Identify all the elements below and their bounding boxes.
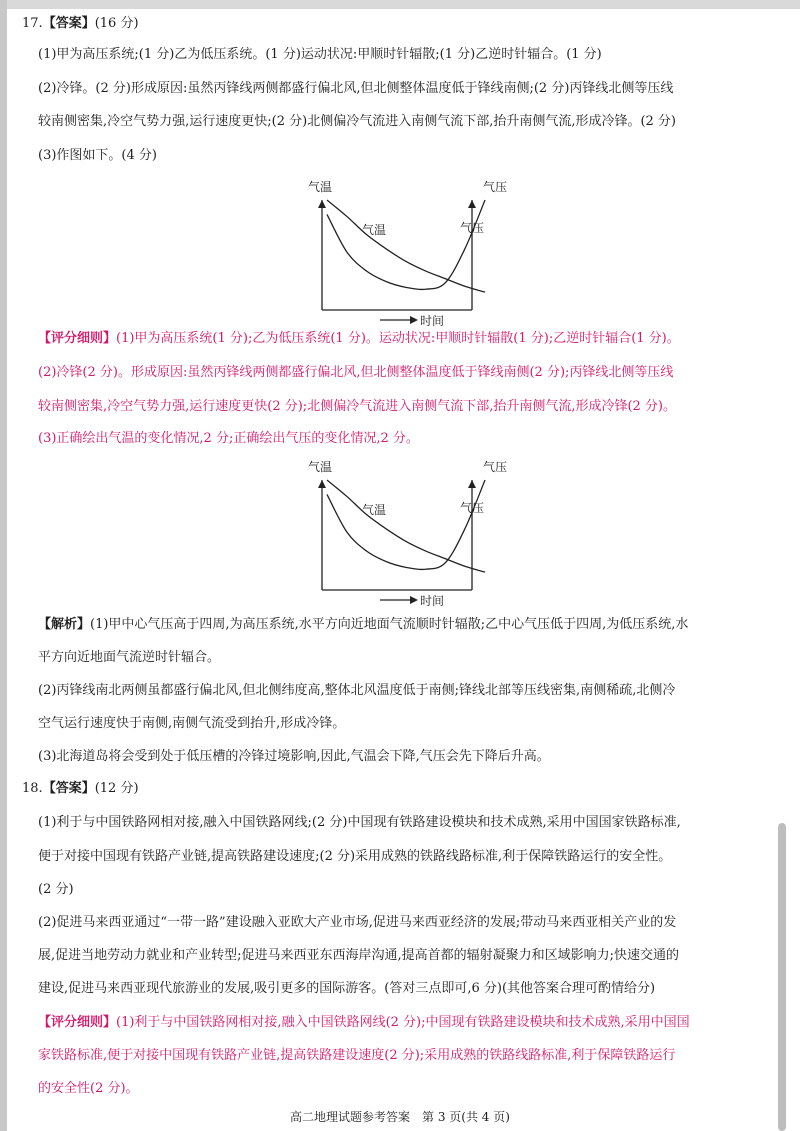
- y-axis-right-arrow: [468, 480, 476, 488]
- x-axis-label: 时间: [420, 314, 445, 328]
- q17-answer-3: (3)作图如下。(4 分): [38, 148, 157, 163]
- q17-analysis-1a: [38, 616, 688, 634]
- time-arrow-head: [410, 316, 418, 324]
- top-edge: [0, 0, 800, 9]
- q18-answer-tag: 【答案】: [42, 781, 95, 796]
- pressure-curve: [327, 200, 485, 290]
- temperature-curve-label: 气温: [362, 223, 387, 237]
- chart-2: [300, 458, 508, 612]
- y-axis-right-label: 气压: [483, 180, 508, 194]
- temperature-curve: [327, 200, 485, 292]
- q18-grading-1a: [38, 1014, 690, 1032]
- q18-score: (12 分): [94, 781, 139, 796]
- q17-number: 17.: [22, 16, 43, 31]
- q18-header: [22, 780, 139, 798]
- q17-grading-3: (3)正确绘出气温的变化情况,2 分;正确绘出气压的变化情况,2 分。: [38, 431, 419, 446]
- time-arrow-head: [410, 596, 418, 604]
- q17-analysis-2b: 空气运行速度快于南侧,南侧气流受到抬升,形成冷锋。: [38, 716, 346, 731]
- q17-analysis-1a-text: (1)甲中心气压高于四周,为高压系统,水平方向近地面气流顺时针辐散;乙中心气压低于四周,为低压系统,水: [90, 617, 689, 632]
- y-axis-right-label: 气压: [483, 460, 508, 474]
- y-axis-left-label: 气温: [308, 180, 333, 194]
- x-axis-label: 时间: [420, 594, 445, 608]
- q17-grading-tag: 【评分细则】: [38, 331, 117, 346]
- q17-analysis-tag: 【解析】: [38, 617, 91, 632]
- q17-score: (16 分): [94, 16, 139, 31]
- y-axis-left-arrow: [318, 480, 326, 488]
- q18-answer-2c: 建设,促进马来西亚现代旅游业的发展,吸引更多的国际游客。(答对三点即可,6 分)(其他答案合理可酌情给分): [38, 981, 656, 996]
- q18-answer-1b: 便于对接中国现有铁路产业链,提高铁路建设速度;(2 分)采用成熟的铁路线路标准,利于保障铁路运行的安全性。: [38, 849, 672, 864]
- pressure-curve-label: 气压: [460, 221, 485, 235]
- q17-header: [22, 15, 139, 33]
- q18-grading-1a-text: (1)利于与中国铁路网相对接,融入中国铁路网线(2 分);中国现有铁路建设模块和技术成熟,采用中国国: [116, 1015, 690, 1030]
- temperature-curve: [327, 480, 485, 572]
- q18-grading-tag: 【评分细则】: [38, 1015, 117, 1030]
- left-edge: [0, 0, 7, 1131]
- q18-grading-1c: 的安全性(2 分)。: [38, 1081, 139, 1096]
- q18-answer-2a: (2)促进马来西亚通过“一带一路”建设融入亚欧大产业市场,促进马来西亚经济的发展;带动马来西亚相关产业的发: [38, 915, 677, 930]
- q17-answer-1: (1)甲为高压系统;(1 分)乙为低压系统。(1 分)运动状况:甲顺时针辐散;(1 分)乙逆时针辐合。(1 分): [38, 47, 602, 62]
- q17-grading-2a: (2)冷锋(2 分)。形成原因:虽然丙锋线两侧都盛行偏北风,但北侧整体温度低于锋线南侧(2 分);丙锋线北侧等压线: [38, 365, 674, 380]
- temperature-curve-label: 气温: [362, 503, 387, 517]
- pressure-curve: [327, 480, 485, 570]
- q18-answer-1c: (2 分): [38, 882, 74, 897]
- chart-1: [300, 178, 508, 332]
- pressure-curve-label: 气压: [460, 501, 485, 515]
- q17-grading-1: [38, 330, 680, 348]
- q17-grading-2b: 较南侧密集,冷空气势力强,运行速度更快(2 分);北侧偏冷气流进入南侧气流下部,抬升南侧气流,形成冷锋(2 分)。: [38, 399, 677, 414]
- q17-grading-1-text: (1)甲为高压系统(1 分);乙为低压系统(1 分)。运动状况:甲顺时针辐散(1 分);乙逆时针辐合(1 分)。: [116, 331, 680, 346]
- chart-1-svg: [300, 178, 508, 328]
- y-axis-left-arrow: [318, 200, 326, 208]
- scrollbar-thumb[interactable]: [778, 823, 786, 1131]
- q17-analysis-1b: 平方向近地面气流逆时针辐合。: [38, 650, 221, 665]
- y-axis-left-label: 气温: [308, 460, 333, 474]
- chart-2-svg: [300, 458, 508, 608]
- q17-answer-tag: 【答案】: [42, 16, 95, 31]
- q18-answer-2b: 展,促进当地劳动力就业和产业转型;促进马来西亚东西海岸沟通,提高首都的辐射凝聚力和区域影响力;快速交通的: [38, 948, 680, 963]
- q18-grading-1b: 家铁路标准,便于对接中国现有铁路产业链,提高铁路建设速度(2 分);采用成熟的铁路线路标准,利于保障铁路运行: [38, 1048, 676, 1063]
- q17-answer-2a: (2)冷锋。(2 分)形成原因:虽然丙锋线两侧都盛行偏北风,但北侧整体温度低于锋线南侧;(2 分)丙锋线北侧等压线: [38, 81, 674, 96]
- q18-number: 18.: [22, 781, 43, 796]
- y-axis-right-arrow: [468, 200, 476, 208]
- q17-analysis-2a: (2)丙锋线南北两侧虽都盛行偏北风,但北侧纬度高,整体北风温度低于南侧;锋线北部等压线密集,南侧稀疏,北侧冷: [38, 683, 676, 698]
- q17-analysis-3: (3)北海道岛将会受到处于低压槽的冷锋过境影响,因此,气温会下降,气压会先下降后升高。: [38, 749, 550, 764]
- q18-answer-1a: (1)利于与中国铁路网相对接,融入中国铁路网线;(2 分)中国现有铁路建设模块和技术成熟,采用中国国家铁路标准,: [38, 815, 681, 830]
- page-footer: 高二地理试题参考答案 第 3 页(共 4 页): [290, 1110, 510, 1124]
- q17-answer-2b: 较南侧密集,冷空气势力强,运行速度更快;(2 分)北侧偏冷气流进入南侧气流下部,抬升南侧气流,形成冷锋。(2 分): [38, 114, 677, 129]
